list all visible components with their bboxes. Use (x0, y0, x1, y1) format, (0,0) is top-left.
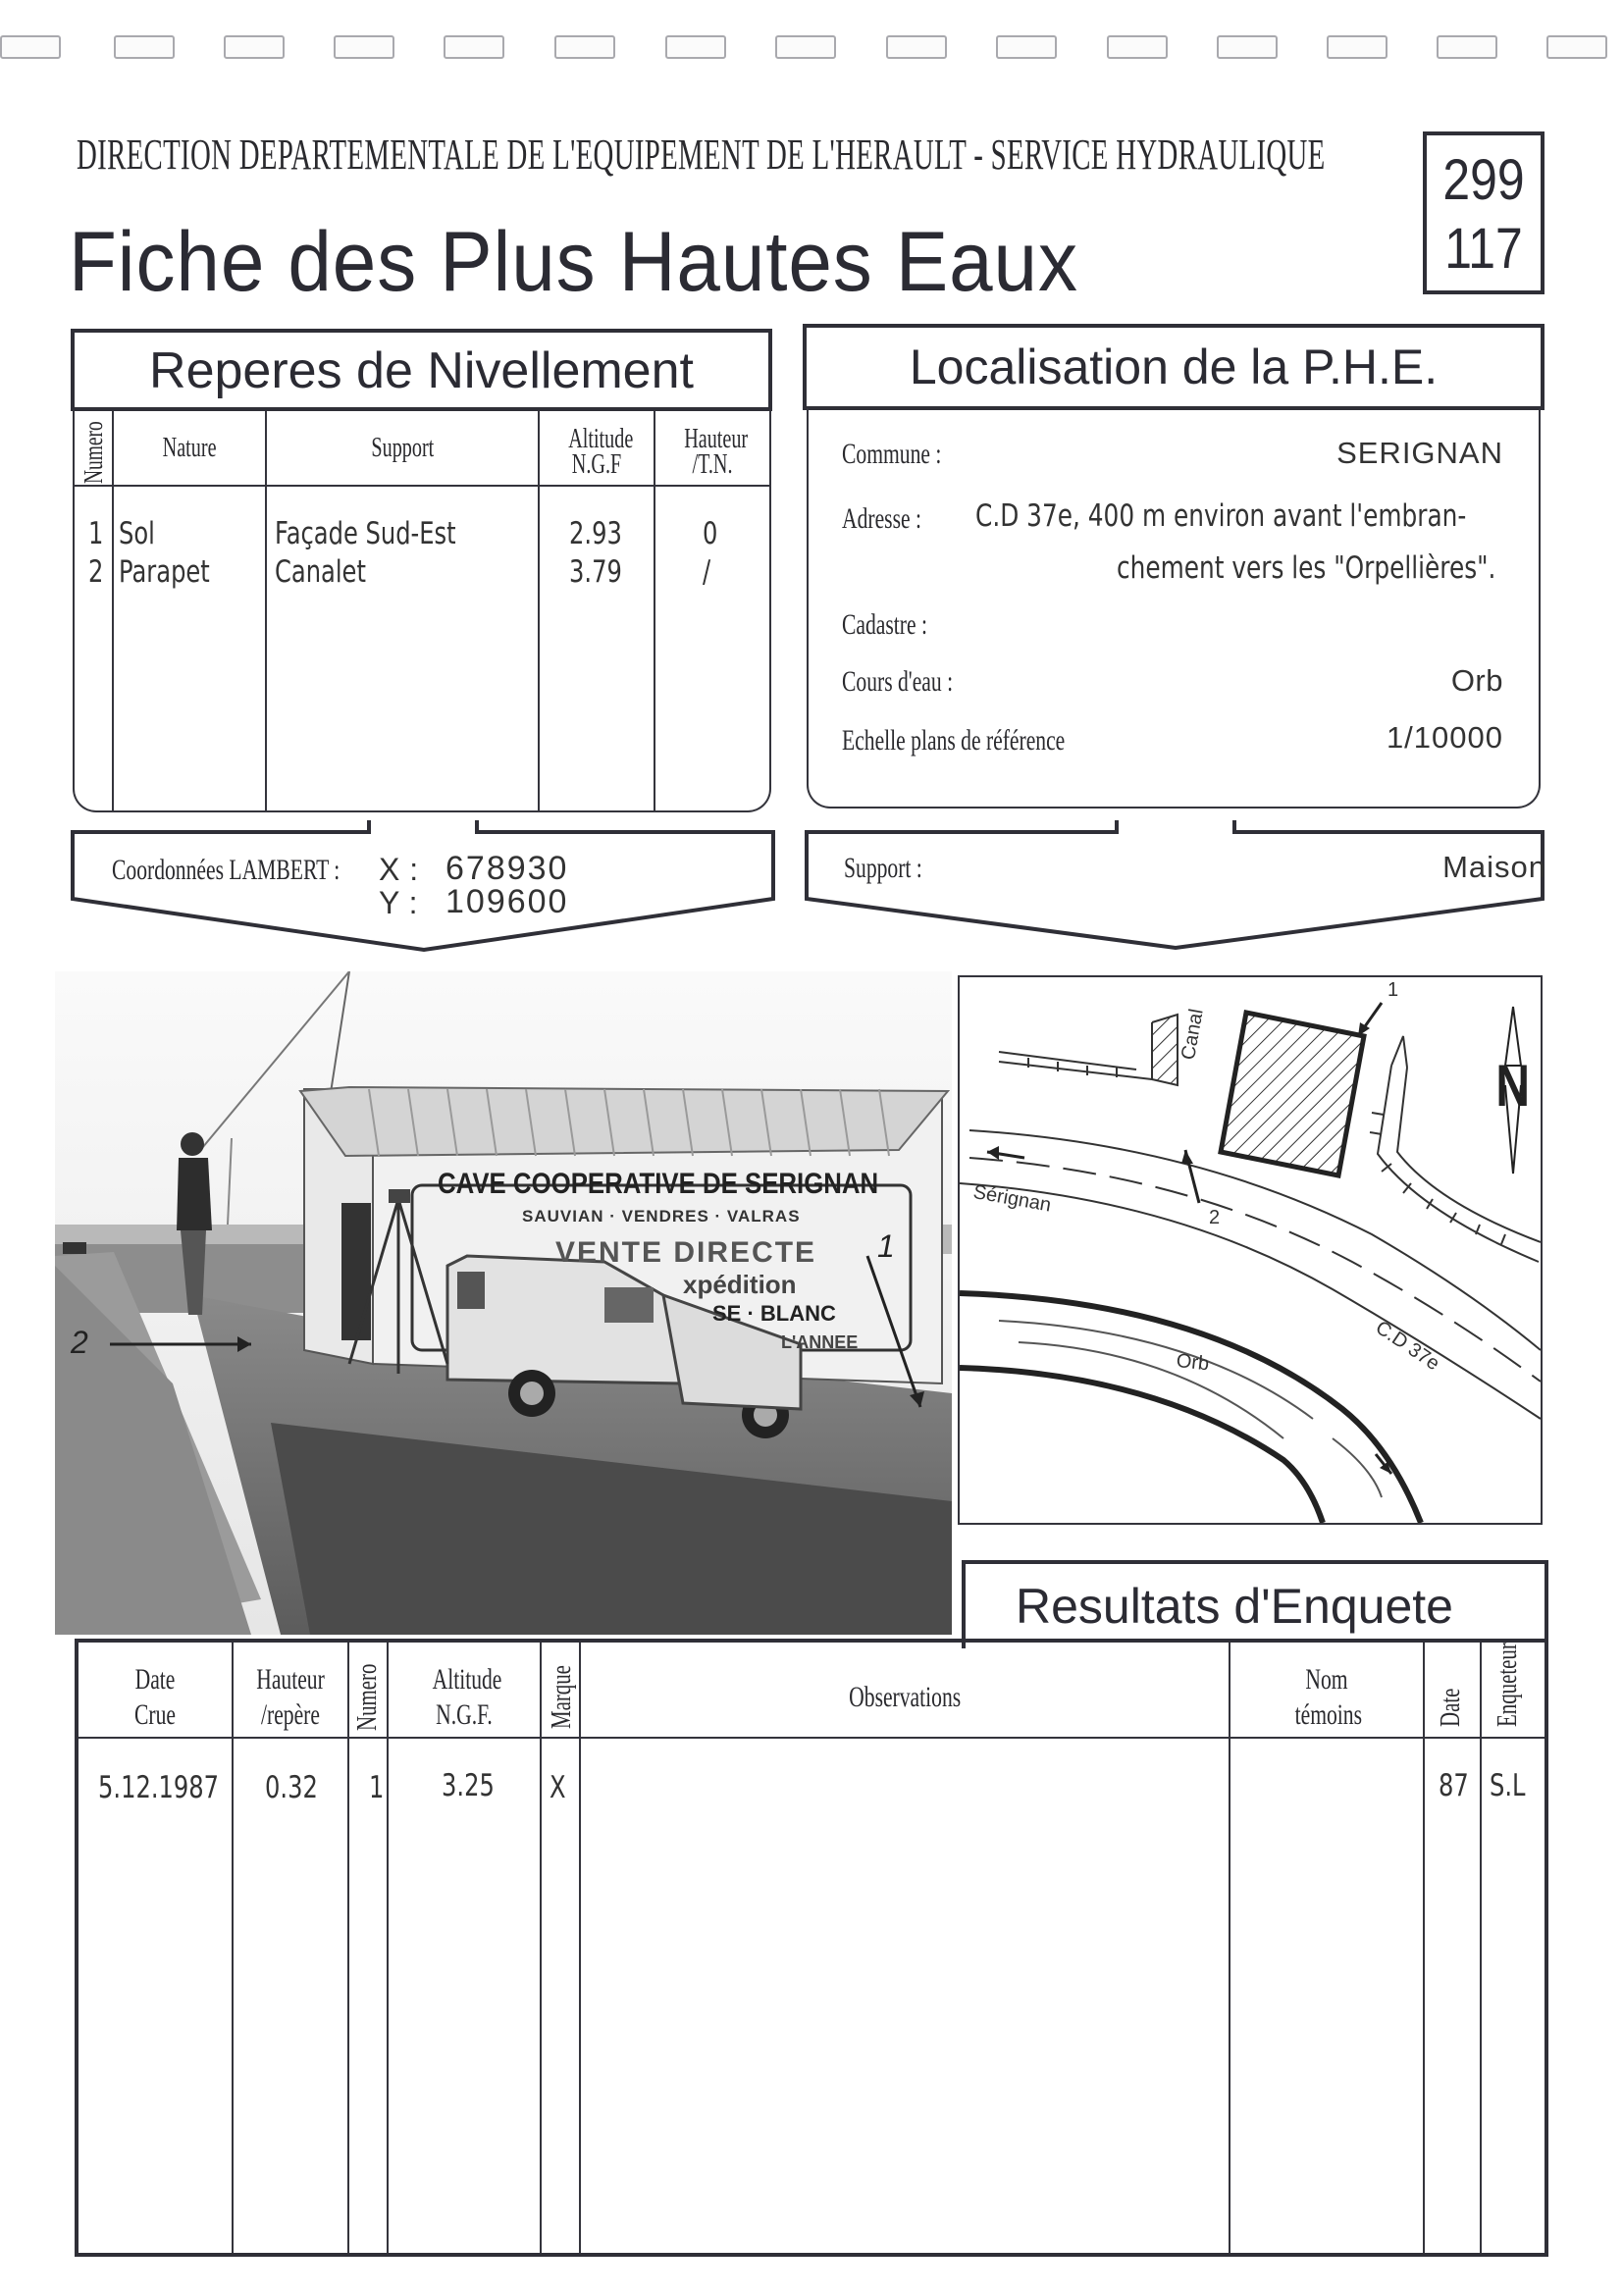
col-nature-header: Nature (162, 433, 217, 463)
support-label: Support : (844, 852, 922, 884)
row-hauteur: / (703, 554, 711, 590)
adresse-line1: C.D 37e, 400 m environ avant l'embran- (975, 498, 1467, 534)
row-hauteur: 0 (703, 516, 718, 551)
cell-enqueteur: S.L (1490, 1768, 1526, 1803)
north-label: N (1495, 1053, 1531, 1119)
cell-date: 87 (1439, 1768, 1469, 1803)
col-altitude-ngf-header: Altitude N.G.F. (432, 1663, 502, 1731)
col-support-header: Support (371, 433, 434, 463)
cadastre-label: Cadastre : (842, 608, 927, 641)
row-num: 2 (88, 554, 104, 590)
cell-marque: X (550, 1770, 566, 1805)
sign-text-1: CAVE COOPERATIVE DE SERIGNAN (438, 1168, 879, 1200)
adresse-line2: chement vers les "Orpellières". (1117, 550, 1496, 586)
cell-altitude: 3.25 (442, 1768, 495, 1803)
location-map (958, 975, 1543, 1525)
map-canal-label: Canal (1178, 1007, 1208, 1062)
echelle-value: 1/10000 (1386, 720, 1503, 755)
commune-value: SERIGNAN (1336, 436, 1503, 470)
col-observations-header: Observations (849, 1681, 961, 1713)
col-date-header: Date (1435, 1688, 1466, 1727)
cours-value: Orb (1450, 663, 1503, 698)
col-numero-header: Numero (351, 1663, 383, 1731)
col-nom-temoins-header: Nom témoins (1294, 1663, 1362, 1731)
page-title: Fiche des Plus Hautes Eaux (69, 215, 1078, 309)
agency-header: DIRECTION DEPARTEMENTALE DE L'EQUIPEMENT DE L'HERAULT - SERVICE HYDRAULIQUE (77, 130, 1326, 179)
row-altitude: 3.79 (569, 554, 622, 590)
col-marque-header: Marque (546, 1665, 577, 1729)
y-label: Y : (379, 885, 419, 920)
sign-text-2: SAUVIAN · VENDRES · VALRAS (522, 1207, 801, 1226)
col-altitude-header: Altitude N.G.F (568, 424, 634, 480)
support-value: Maison (1442, 850, 1546, 884)
reperes-title: Reperes de Nivellement (149, 342, 694, 399)
cours-label: Cours d'eau : (842, 665, 954, 698)
sign-text-5: SE · BLANC (712, 1301, 836, 1326)
echelle-label: Echelle plans de référence (842, 724, 1066, 757)
sign-text-3: VENTE DIRECTE (555, 1236, 817, 1269)
x-value: 678930 (445, 850, 569, 887)
commune-label: Commune : (842, 438, 942, 470)
map-serignan-label: Sérignan (971, 1181, 1053, 1217)
map-marker-1: 1 (1387, 979, 1399, 1001)
col-hauteur-repere-header: Hauteur /repère (256, 1663, 325, 1731)
row-support: Façade Sud-Est (275, 516, 456, 551)
x-label: X : (379, 852, 419, 887)
adresse-label: Adresse : (842, 502, 921, 535)
photo-marker-1: 1 (877, 1228, 895, 1264)
resultats-title: Resultats d'Enquete (1016, 1579, 1453, 1634)
col-date-crue-header: Date Crue (133, 1663, 176, 1731)
cell-numero: 1 (369, 1770, 385, 1805)
localisation-title: Localisation de la P.H.E. (909, 339, 1439, 394)
col-numero-header: Numero (79, 421, 108, 484)
cell-date-crue: 5.12.1987 (98, 1770, 220, 1805)
row-altitude: 2.93 (569, 516, 622, 551)
col-enqueteur-header: Enqueteur (1492, 1643, 1523, 1727)
row-num: 1 (88, 516, 104, 551)
reference-number-top: 299 (1442, 148, 1525, 212)
cell-hauteur: 0.32 (265, 1770, 318, 1805)
reference-number-bottom: 117 (1444, 217, 1523, 281)
map-marker-2: 2 (1209, 1207, 1221, 1228)
sign-text-6: L'ANNEE (781, 1332, 859, 1352)
row-nature: Sol (119, 516, 155, 551)
site-photo (55, 971, 952, 1635)
row-support: Canalet (275, 554, 366, 590)
map-road-label: C.D 37e (1371, 1317, 1443, 1376)
row-nature: Parapet (119, 554, 210, 590)
coords-label: Coordonnées LAMBERT : (112, 854, 340, 886)
col-hauteur-header: Hauteur /T.N. (684, 424, 749, 480)
sign-text-4: xpédition (683, 1270, 797, 1299)
photo-marker-2: 2 (71, 1325, 88, 1360)
map-river-label: Orb (1175, 1350, 1211, 1376)
y-value: 109600 (445, 883, 569, 920)
